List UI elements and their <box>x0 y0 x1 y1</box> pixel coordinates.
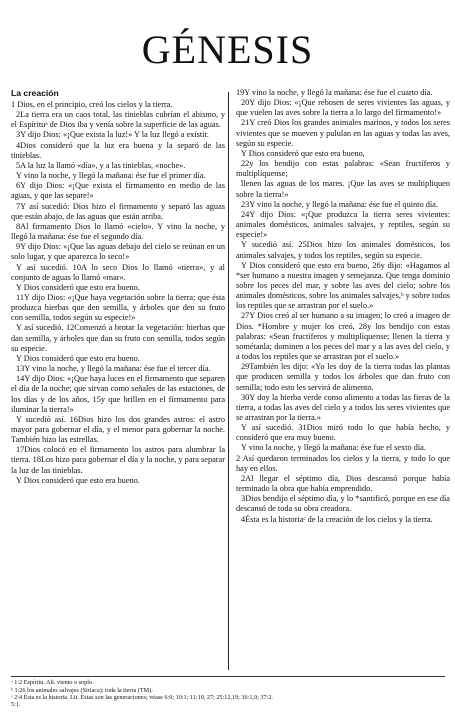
verse-paragraph: 24Y dijo Dios: «¡Que produzca la tierra seres vivientes: animales domésticos, animales salvajes, y reptiles, según su especie!» <box>236 209 450 240</box>
verse-paragraph: 6Y dijo Dios: «¡Que exista el firmamento en medio de las aguas, y que las separe!» <box>11 181 225 201</box>
verse-paragraph: Y Dios consideró que esto era bueno. <box>16 282 140 292</box>
verse-paragraph: 21Y creó Dios los grandes animales marinos, y todos los seres vivientes que se mueven y pululan en las aguas y todas las aves, según su especie. <box>236 118 450 148</box>
verse-paragraph: Y Dios consideró que esto era bueno, <box>241 148 365 158</box>
verse-paragraph: Y vino la noche, y llegó la mañana: ése fue el sexto día. <box>241 443 426 453</box>
verse-paragraph: Y así sucedió. 31Dios miró todo lo que había hecho, y consideró que era muy bueno. <box>236 423 450 443</box>
verse-paragraph: Y sucedió así. 25Dios hizo los animales domésticos, los animales salvajes, y todos los reptiles, según su especie. <box>236 240 450 260</box>
verse-paragraph: 1 Dios, en el principio, creó los cielos y la tierra. <box>11 100 173 109</box>
verse-paragraph: 14Y dijo Dios: «¡Que haya luces en el firmamento que separen el día de la noche; que sirvan como señales de las estaciones, de los días y de los años, 15y que brillen en el firmamento para iluminar la tierra!» <box>11 374 225 414</box>
verse-paragraph: 23Y vino la noche, y llegó la mañana: ése fue el quinto día. <box>241 199 438 209</box>
verse-paragraph: 11Y dijo Dios: «¡Que haya vegetación sobre la tierra; que ésta produzca hierbas que den semilla, y árboles que den su fruto con semilla, todos según su especie!» <box>11 292 225 323</box>
verse-paragraph: 3Y dijo Dios: «¡Que exista la luz!» Y la luz llegó a existir. <box>16 130 209 140</box>
verse-paragraph: 5A la luz la llamó «día», y a las tinieblas, «noche». <box>16 160 186 170</box>
footnotes <box>11 679 311 702</box>
book-title: GÉNESIS <box>141 27 314 72</box>
footnote: ᶜ 2:4 Ésta es la historia. Lit. Éstas son las generaciones; véase 6:9; 10:1; 11:10, 27; 25:12,19; 36:1,9; 37:2. <box>11 694 273 702</box>
chapter-start-paragraph: 2 Así quedaron terminados los cielos y la tierra, y todo lo que hay en ellos. <box>236 453 450 473</box>
verse-paragraph: 17Dios colocó en el firmamento los astros para alumbrar la tierra. 18Los hizo para gobernar el día y la noche, y para separar la luz de las tinieblas. <box>11 445 225 475</box>
verse-paragraph: Y Dios consideró que esto era bueno. <box>16 475 140 485</box>
column-divider <box>228 92 229 670</box>
footnote: ᵇ 1:26 los animales salvajes (Siriaca); toda la tierra (TM). <box>11 686 153 694</box>
verse-paragraph: 22y los bendijo con estas palabras: «Sean fructíferos y multiplíquense; <box>236 159 450 179</box>
verse-paragraph: Y así sucedió. 12Comenzó a brotar la vegetación: hierbas que dan semilla, y árboles que dan su fruto con semilla, todos según su especie. <box>11 323 225 353</box>
footnote: ᵃ 1:2 Espíritu. Alt. viento o soplo. <box>11 679 94 686</box>
verse-paragraph: 4Dios consideró que la luz era buena y la separó de las tinieblas. <box>11 140 225 160</box>
verse-paragraph: 13Y vino la noche, y llegó la mañana: ése fue el tercer día. <box>16 364 211 374</box>
verse-paragraph: 2Al llegar el séptimo día, Dios descansó porque había terminado la obra que había emprendido. <box>236 473 450 494</box>
verse-paragraph: 30Y doy la hierba verde como alimento a todas las fieras de la tierra, a todas las aves del cielo y a todos los seres vivientes que se arrastran por la tierra.» <box>236 392 450 422</box>
verse-paragraph: 2La tierra era un caos total, las tinieblas cubrían el abismo, y el Espírituᵃ de Dios iba y venía sobre la superficie de las aguas. <box>11 110 225 130</box>
verse-paragraph: Y así sucedió. 10A lo seco Dios lo llamó «tierra», y al conjunto de aguas lo llamó «mar». <box>11 262 225 282</box>
verse-paragraph: Y sucedió así. 16Dios hizo los dos grandes astros: el astro mayor para gobernar el día, y el menor para gobernar la noche. También hizo las estrellas. <box>11 414 225 445</box>
right-column <box>236 88 450 525</box>
verse-paragraph: 19Y vino la noche, y llegó la mañana: ése fue el cuarto día. <box>236 88 433 97</box>
page-reference: 5:1. <box>11 701 21 708</box>
section-heading: La creación <box>11 88 59 98</box>
verse-paragraph: Y Dios consideró que esto era bueno. <box>16 353 140 363</box>
verse-paragraph: 20Y dijo Dios: «¡Que rebosen de seres vivientes las aguas, y que vuelen las aves sobre la tierra a lo largo del firmamento!» <box>236 98 450 118</box>
footnote-divider <box>11 676 445 677</box>
verse-paragraph: 4Ésta es la historiaᶜ de la creación de los cielos y la tierra. <box>241 514 433 524</box>
verse-paragraph: 29También les dijo: «Yo les doy de la tierra todas las plantas que producen semilla y todos los árboles que dan fruto con semilla; todo esto les servirá de alimento. <box>236 362 450 392</box>
verse-paragraph: 8Al firmamento Dios lo llamó «cielo». Y vino la noche, y llegó la mañana: ése fue el segundo día. <box>11 221 225 242</box>
verse-paragraph: Y vino la noche, y llegó la mañana: ése fue el primer día. <box>16 171 206 181</box>
verse-paragraph: Y Dios consideró que esto era bueno, 26y dijo: «Hagamos al *ser humano a nuestra imagen y semejanza. Que tenga dominio sobre los peces del mar, y sobre las aves del cielo; sobre los animales domésticos, sobre los animales salvajes,ᵇ y sobre todos los reptiles que se arrastran por el suelo.» <box>236 260 450 311</box>
verse-paragraph: llenen las aguas de los mares. ¡Que las aves se multipliquen sobre la tierra!» <box>236 179 450 199</box>
verse-paragraph: 9Y dijo Dios: «¡Que las aguas debajo del cielo se reúnan en un solo lugar, y que aparezca lo seco!» <box>11 242 225 262</box>
verse-paragraph: 3Dios bendijo el séptimo día, y lo *santificó, porque en ese día descansó de toda su obra creadora. <box>236 494 450 514</box>
verse-paragraph: 27Y Dios creó al ser humano a su imagen; lo creó a imagen de Dios. *Hombre y mujer los creó, 28y los bendijo con estas palabras: «Sean fructíferos y multiplíquense; llenen la tierra y sométanla; dominen a los peces del mar y a las aves del cielo, y a todos los reptiles que se arrastran por el suelo.» <box>236 311 450 362</box>
left-column <box>11 88 225 486</box>
verse-paragraph: 7Y así sucedió: Dios hizo el firmamento y separó las aguas que están abajo, de las aguas que están arriba. <box>11 201 225 221</box>
